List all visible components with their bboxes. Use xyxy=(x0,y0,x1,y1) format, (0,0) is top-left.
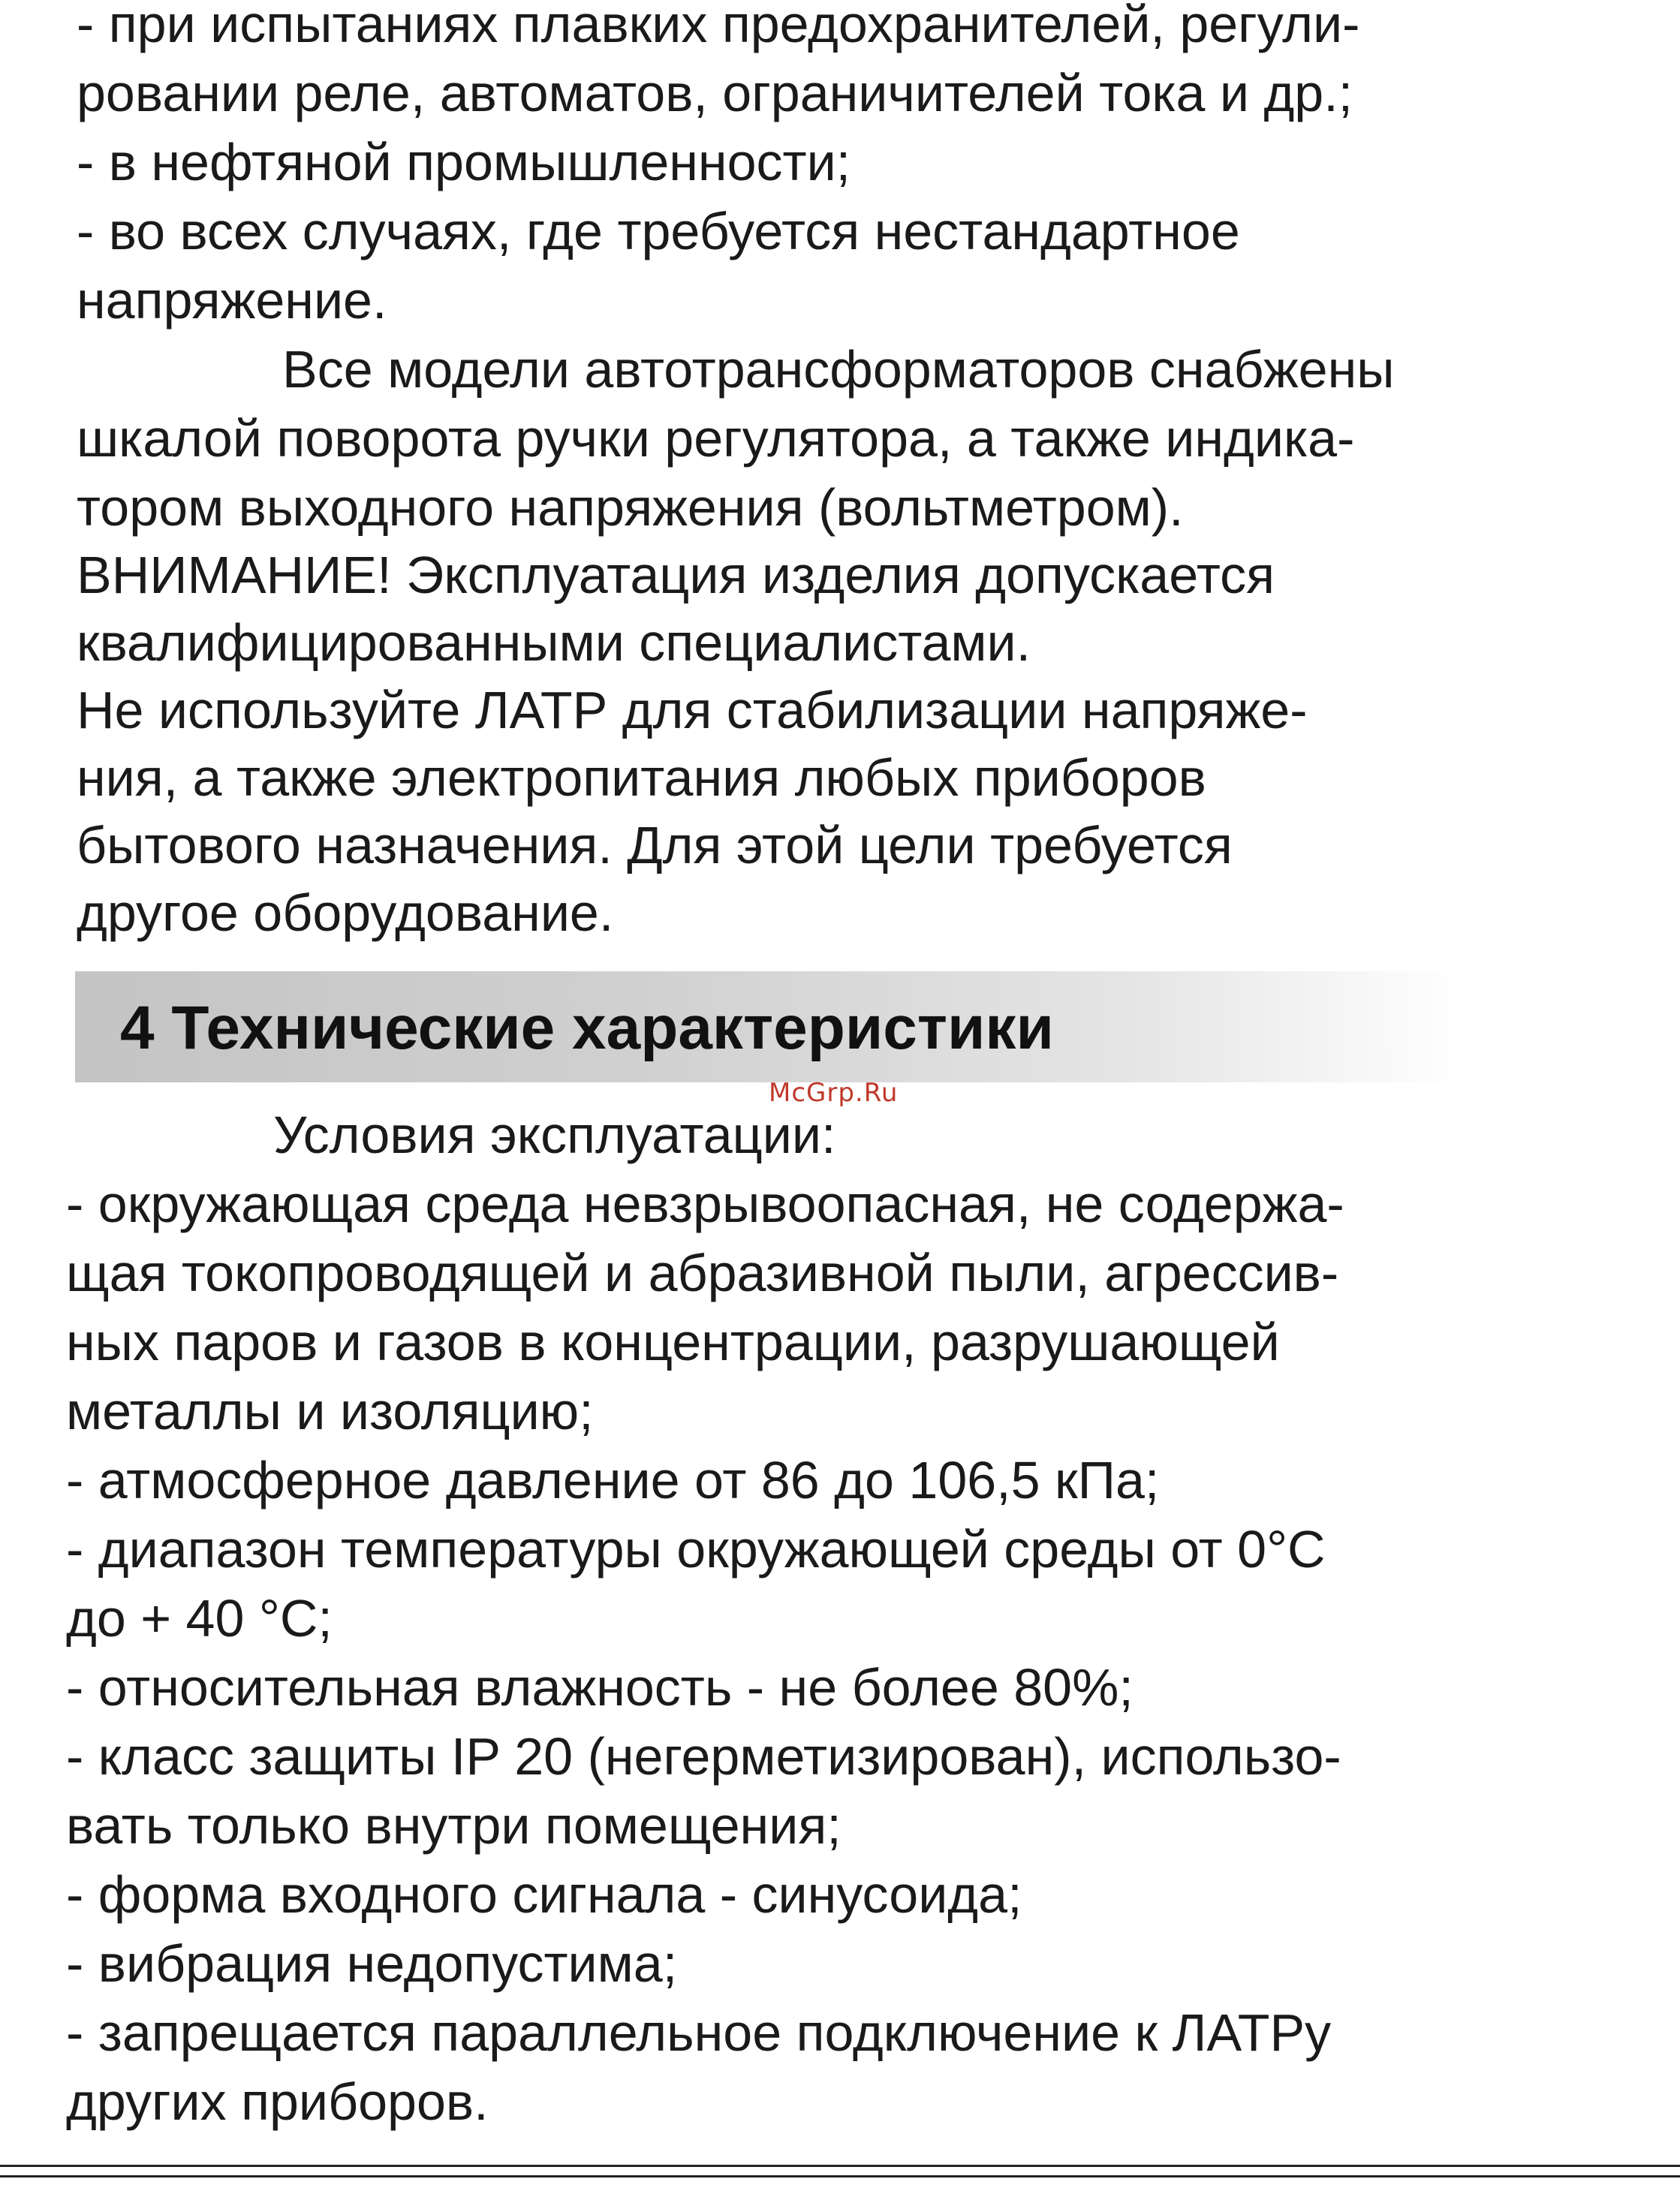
footer-rule xyxy=(0,2165,1680,2167)
list-item: металлы и изоляцию; xyxy=(66,1382,594,1440)
list-item: - запрещается параллельное подключение к ЛАТРу xyxy=(66,2003,1332,2062)
list-item: щая токопроводящей и абразивной пыли, агрессив- xyxy=(66,1244,1339,1302)
list-item: других приборов. xyxy=(66,2072,489,2131)
list-item: - вибрация недопустима; xyxy=(66,1934,678,1993)
subheading-line: Условия эксплуатации: xyxy=(273,1106,836,1164)
section-title: 4 Технические характеристики xyxy=(120,994,1054,1062)
text-line: - в нефтяной промышленности; xyxy=(77,133,851,191)
list-item: ных паров и газов в концентрации, разрушающей xyxy=(66,1313,1280,1371)
list-item: - диапазон температуры окружающей среды от 0°С xyxy=(66,1520,1326,1579)
list-item: - класс защиты IP 20 (негерметизирован), использо- xyxy=(66,1727,1341,1786)
text-line: ния, а также электропитания любых приборов xyxy=(77,748,1206,807)
text-line: Не используйте ЛАТР для стабилизации напряже- xyxy=(77,681,1308,739)
list-item: вать только внутри помещения; xyxy=(66,1796,842,1855)
text-line: тором выходного напряжения (вольтметром). xyxy=(77,478,1184,537)
text-line: ровании реле, автоматов, ограничителей тока и др.; xyxy=(77,64,1353,122)
text-line: шкалой поворота ручки регулятора, а также индика- xyxy=(77,409,1355,468)
text-line: квалифицированными специалистами. xyxy=(77,613,1031,672)
footer-rule xyxy=(0,2175,1680,2177)
list-item: - атмосферное давление от 86 до 106,5 кПа; xyxy=(66,1451,1160,1509)
watermark-text: McGrp.Ru xyxy=(769,1078,899,1108)
text-line: другое оборудование. xyxy=(77,883,614,942)
text-line: - при испытаниях плавких предохранителей, регули- xyxy=(77,0,1360,53)
list-item: - относительная влажность - не более 80%; xyxy=(66,1658,1134,1717)
list-item: до + 40 °С; xyxy=(66,1589,333,1648)
list-item: - форма входного сигнала - синусоида; xyxy=(66,1865,1022,1924)
text-line: напряжение. xyxy=(77,271,387,330)
text-line: бытового назначения. Для этой цели требуется xyxy=(77,816,1233,874)
text-line: - во всех случаях, где требуется нестандартное xyxy=(77,202,1240,260)
warning-line: ВНИМАНИЕ! Эксплуатация изделия допускается xyxy=(77,546,1275,604)
text-line: Все модели автотрансформаторов снабжены xyxy=(282,340,1395,399)
list-item: - окружающая среда невзрывоопасная, не содержа- xyxy=(66,1175,1344,1233)
